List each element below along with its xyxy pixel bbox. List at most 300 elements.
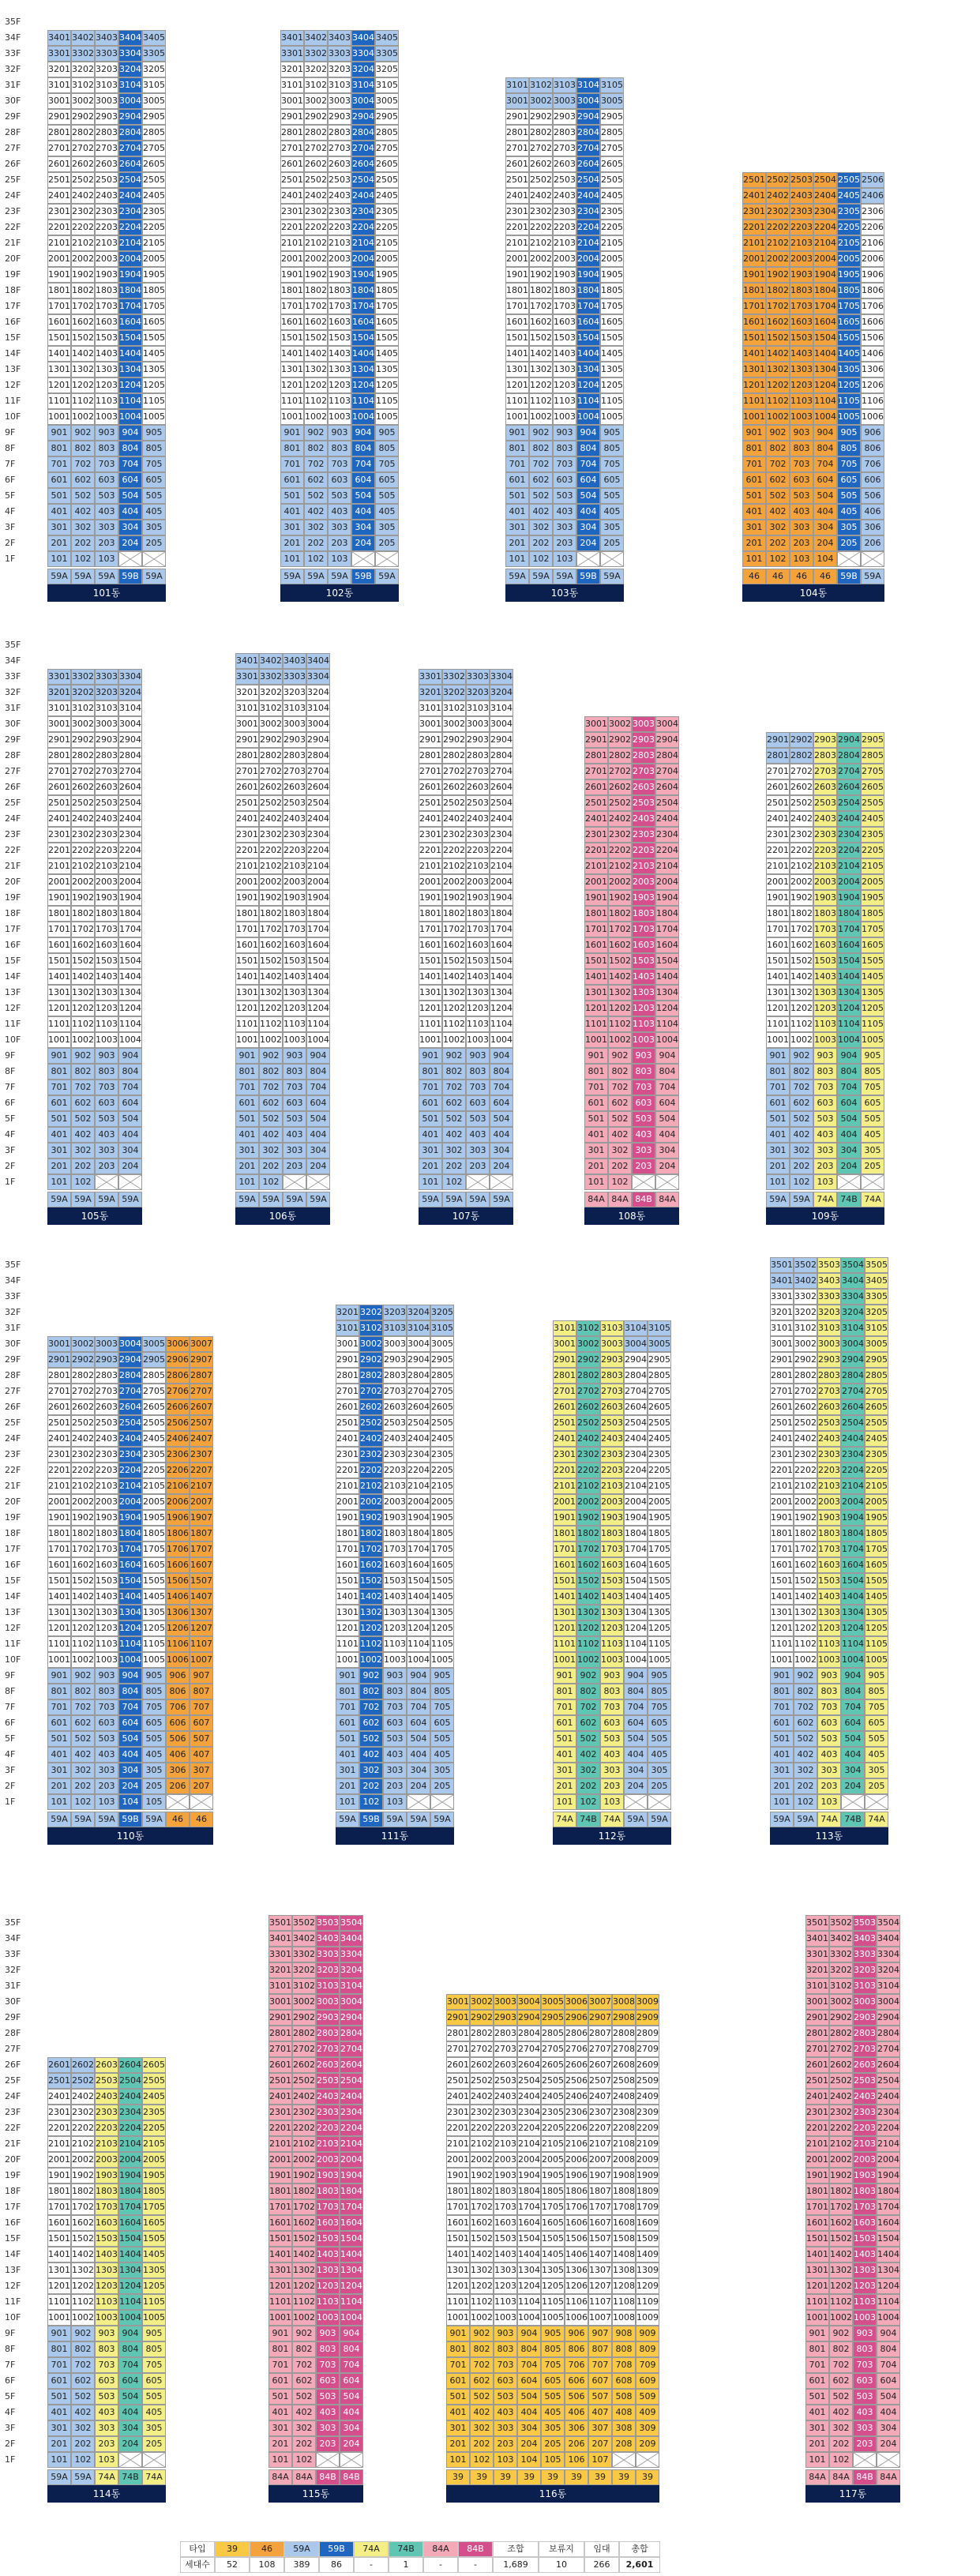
unit-cell: 3004 [407, 1336, 430, 1352]
unit-cell: 901 [742, 425, 766, 441]
unit-cell: 1001 [770, 1652, 794, 1668]
unit-cell: 504 [351, 488, 375, 504]
unit-cell: 1003 [328, 409, 351, 425]
unit-cell: 2804 [306, 748, 330, 764]
unit-cell: 502 [442, 1111, 466, 1127]
unit-cell: 1604 [407, 1557, 430, 1573]
unit-cell: 2202 [829, 2120, 853, 2136]
unit-cell: 1601 [235, 937, 259, 953]
unit-cell: 2008 [612, 2152, 636, 2168]
unit-cell: 2903 [95, 732, 118, 748]
unit-cell: 107 [588, 2452, 612, 2468]
unit-cell: 1601 [419, 937, 442, 953]
unit-cell: 2402 [71, 811, 95, 827]
unit-cell: 2605 [600, 156, 624, 172]
unit-cell: 2102 [766, 235, 790, 251]
unit-cell: 1604 [877, 2215, 900, 2231]
unit-cell: 2105 [648, 1478, 671, 1494]
unit-cell: 405 [600, 504, 624, 520]
unit-cell: 1401 [47, 969, 71, 985]
unit-cell: 401 [766, 1127, 790, 1143]
unit-cell: 1004 [306, 1032, 330, 1048]
unit-cell: 3502 [292, 1915, 316, 1931]
unit-cell: 2502 [766, 172, 790, 188]
unit-cell: 502 [790, 1111, 813, 1127]
unit-cell: 401 [47, 504, 71, 520]
unit-cell: 3006 [565, 1994, 588, 2010]
unit-cell: 303 [790, 520, 813, 535]
unit-cell: 504 [340, 2389, 363, 2405]
unit-cell: 1004 [118, 1652, 142, 1668]
unit-cell: 2003 [600, 1494, 624, 1510]
unit-cell: 1402 [304, 346, 328, 362]
unit-cell: 904 [118, 2326, 142, 2341]
unit-cell: 805 [142, 2341, 166, 2357]
unit-cell: 2802 [71, 125, 95, 141]
unit-cell: 2101 [419, 858, 442, 874]
unit-cell: 1402 [292, 2247, 316, 2262]
unit-cell: 2804 [517, 2026, 541, 2041]
unit-cell: 1102 [608, 1016, 632, 1032]
unit-cell: 1603 [600, 1557, 624, 1573]
unit-cell: 3102 [442, 700, 466, 716]
unit-cell: 1505 [600, 330, 624, 346]
unit-cell: 1301 [505, 362, 529, 377]
unit-cell: 1001 [47, 2310, 71, 2326]
unit-cell: 1504 [306, 953, 330, 969]
unit-cell: 1906 [861, 267, 884, 283]
unit-cell: 2304 [351, 204, 375, 220]
unit-cell: 2807 [190, 1368, 213, 1384]
unit-cell: 1605 [861, 937, 884, 953]
floor-label: 34F [5, 1275, 21, 1286]
unit-cell: 1303 [95, 362, 118, 377]
unit-cell: 304 [490, 1143, 513, 1158]
unit-cell: 1202 [304, 377, 328, 393]
unit-cell: 2301 [336, 1447, 359, 1463]
unit-type-label: 59A [95, 569, 118, 584]
unit-cell: 2107 [588, 2136, 612, 2152]
unit-cell: 205 [648, 1778, 671, 1794]
unit-cell [306, 1174, 330, 1190]
unit-cell: 1805 [430, 1526, 454, 1541]
unit-cell: 2405 [865, 1431, 888, 1447]
unit-cell: 2202 [794, 1463, 817, 1478]
unit-cell: 3401 [280, 30, 304, 46]
unit-cell: 1806 [166, 1526, 190, 1541]
unit-cell: 604 [841, 1715, 865, 1731]
unit-cell: 3401 [235, 653, 259, 669]
unit-cell: 1901 [47, 2168, 71, 2184]
unit-cell: 2704 [118, 764, 142, 779]
unit-cell: 501 [805, 2389, 829, 2405]
unit-cell: 2201 [47, 2120, 71, 2136]
unit-cell: 402 [529, 504, 553, 520]
unit-cell: 2503 [95, 2073, 118, 2089]
unit-cell: 1802 [529, 283, 553, 299]
unit-cell: 2704 [118, 141, 142, 156]
unit-cell: 1701 [47, 922, 71, 937]
unit-cell: 2205 [430, 1463, 454, 1478]
unit-cell: 1705 [865, 1541, 888, 1557]
unit-cell: 2803 [316, 2026, 340, 2041]
floor-label: 11F [5, 396, 21, 406]
unit-cell: 1202 [470, 2278, 494, 2294]
unit-cell: 901 [235, 1048, 259, 1064]
unit-cell: 1602 [442, 937, 466, 953]
unit-cell: 3104 [841, 1320, 865, 1336]
unit-cell: 701 [47, 1080, 71, 1095]
unit-cell: 2901 [553, 1352, 576, 1368]
unit-cell: 1103 [817, 1636, 841, 1652]
unit-cell: 1504 [517, 2231, 541, 2247]
floor-label: 15F [5, 1575, 21, 1586]
unit-cell: 1402 [790, 969, 813, 985]
unit-cell: 2602 [71, 779, 95, 795]
unit-cell: 702 [608, 1080, 632, 1095]
unit-cell: 701 [446, 2357, 470, 2373]
floor-label: 30F [5, 1339, 21, 1349]
unit-cell: 1201 [805, 2278, 829, 2294]
unit-cell: 2001 [742, 251, 766, 267]
unit-cell: 2703 [316, 2041, 340, 2057]
unit-cell: 2303 [553, 204, 576, 220]
unit-cell: 1902 [529, 267, 553, 283]
unit-cell: 2104 [837, 858, 861, 874]
unit-cell: 503 [600, 1731, 624, 1747]
unit-cell: 1804 [118, 2184, 142, 2199]
unit-cell: 1801 [770, 1526, 794, 1541]
unit-cell: 1401 [419, 969, 442, 985]
unit-cell: 1603 [316, 2215, 340, 2231]
unit-cell: 2103 [853, 2136, 877, 2152]
unit-cell: 3004 [118, 1336, 142, 1352]
unit-cell: 605 [142, 472, 166, 488]
unit-cell: 3105 [865, 1320, 888, 1336]
unit-cell: 2203 [817, 1463, 841, 1478]
unit-cell: 2902 [71, 109, 95, 125]
unit-type-label: 39 [470, 2469, 494, 2485]
unit-cell: 1601 [770, 1557, 794, 1573]
unit-cell: 1002 [576, 1652, 600, 1668]
unit-cell: 302 [71, 2420, 95, 2436]
unit-cell: 2502 [790, 795, 813, 811]
floor-label: 21F [5, 861, 21, 871]
unit-cell: 304 [576, 520, 600, 535]
building-name-label: 109동 [766, 1207, 884, 1225]
unit-cell: 902 [71, 1668, 95, 1684]
unit-cell: 3001 [336, 1336, 359, 1352]
unit-cell: 1902 [790, 890, 813, 906]
unit-cell: 1707 [588, 2199, 612, 2215]
unit-cell: 1202 [259, 1001, 283, 1016]
unit-cell: 605 [648, 1715, 671, 1731]
unit-cell: 1803 [553, 283, 576, 299]
unit-cell: 2201 [419, 843, 442, 858]
unit-cell: 1601 [47, 937, 71, 953]
unit-type-label: 39 [541, 2469, 565, 2485]
unit-cell: 205 [142, 1778, 166, 1794]
unit-cell: 1002 [71, 409, 95, 425]
unit-cell: 3201 [47, 62, 71, 77]
unit-cell: 1303 [283, 985, 306, 1001]
unit-cell: 1909 [636, 2168, 659, 2184]
unit-cell: 1401 [805, 2247, 829, 2262]
unit-cell: 607 [588, 2373, 612, 2389]
unit-cell: 3502 [829, 1915, 853, 1931]
unit-cell: 2306 [861, 204, 884, 220]
unit-cell: 1304 [118, 2262, 142, 2278]
unit-cell: 301 [584, 1143, 608, 1158]
unit-cell: 701 [805, 2357, 829, 2373]
unit-cell: 2403 [383, 1431, 407, 1447]
unit-cell: 1301 [419, 985, 442, 1001]
unit-cell: 3205 [142, 62, 166, 77]
unit-cell: 2102 [470, 2136, 494, 2152]
floor-label: 5F [5, 1113, 16, 1124]
unit-cell: 3204 [340, 1962, 363, 1978]
unit-cell: 1904 [407, 1510, 430, 1526]
unit-cell: 202 [576, 1778, 600, 1794]
unit-cell: 1701 [805, 2199, 829, 2215]
unit-cell: 1503 [600, 1573, 624, 1589]
unit-cell: 905 [375, 425, 399, 441]
unit-type-label: 74A [861, 1192, 884, 1207]
unit-cell: 803 [790, 441, 813, 456]
unit-cell: 502 [71, 1111, 95, 1127]
unit-cell: 1501 [584, 953, 608, 969]
unit-cell: 502 [292, 2389, 316, 2405]
unit-cell: 1103 [283, 1016, 306, 1032]
unit-cell: 2404 [306, 811, 330, 827]
unit-cell: 102 [794, 1794, 817, 1810]
unit-cell: 703 [632, 1080, 655, 1095]
unit-cell: 2501 [280, 172, 304, 188]
unit-type-label: 39 [565, 2469, 588, 2485]
unit-cell: 2601 [553, 1399, 576, 1415]
floor-label: 30F [5, 719, 21, 729]
unit-cell: 2601 [47, 779, 71, 795]
floor-label: 7F [5, 459, 16, 469]
unit-cell: 1103 [790, 393, 813, 409]
unit-cell: 1605 [142, 2215, 166, 2231]
unit-cell: 402 [304, 504, 328, 520]
unit-cell: 2703 [553, 141, 576, 156]
unit-cell: 2804 [877, 2026, 900, 2041]
unit-cell: 1502 [794, 1573, 817, 1589]
unit-cell: 905 [541, 2326, 565, 2341]
unit-cell: 101 [584, 1174, 608, 1190]
unit-cell: 205 [142, 535, 166, 551]
unit-cell: 303 [813, 1143, 837, 1158]
unit-cell: 1703 [790, 299, 813, 314]
unit-cell: 2804 [118, 1368, 142, 1384]
unit-cell: 2804 [624, 1368, 648, 1384]
unit-cell: 2305 [865, 1447, 888, 1463]
unit-cell: 1003 [95, 1652, 118, 1668]
unit-cell: 601 [770, 1715, 794, 1731]
unit-cell: 2207 [588, 2120, 612, 2136]
floor-label: 16F [5, 317, 21, 327]
unit-cell: 604 [407, 1715, 430, 1731]
unit-cell: 303 [95, 520, 118, 535]
unit-cell: 701 [336, 1699, 359, 1715]
unit-cell: 2204 [490, 843, 513, 858]
unit-cell: 704 [118, 2357, 142, 2373]
floor-label: 18F [5, 2186, 21, 2196]
unit-type-label: 59A [142, 569, 166, 584]
unit-cell: 1001 [805, 2310, 829, 2326]
unit-cell: 2401 [280, 188, 304, 204]
unit-cell: 1804 [655, 906, 679, 922]
unit-type-label: 59A [259, 1192, 283, 1207]
unit-cell: 1304 [490, 985, 513, 1001]
floor-label: 16F [5, 940, 21, 950]
unit-cell: 2303 [95, 2105, 118, 2120]
summary-value-cell: 1,689 [493, 2557, 539, 2573]
unit-cell: 2404 [576, 188, 600, 204]
unit-cell: 106 [565, 2452, 588, 2468]
unit-cell: 1302 [359, 1605, 383, 1620]
unit-cell: 2304 [118, 827, 142, 843]
unit-cell: 504 [655, 1111, 679, 1127]
unit-cell: 2704 [490, 764, 513, 779]
unit-cell: 2901 [419, 732, 442, 748]
unit-cell: 3102 [829, 1978, 853, 1994]
unit-cell: 1102 [794, 1636, 817, 1652]
unit-cell: 1601 [505, 314, 529, 330]
unit-cell: 1805 [861, 906, 884, 922]
unit-cell: 1404 [118, 1589, 142, 1605]
unit-type-label: 46 [742, 569, 766, 584]
unit-cell: 2101 [47, 858, 71, 874]
unit-cell: 2003 [95, 251, 118, 267]
unit-cell: 404 [517, 2405, 541, 2420]
unit-cell: 1803 [790, 283, 813, 299]
unit-cell: 803 [600, 1684, 624, 1699]
unit-cell: 1504 [877, 2231, 900, 2247]
unit-cell: 1805 [142, 1526, 166, 1541]
unit-cell: 203 [632, 1158, 655, 1174]
unit-cell: 102 [71, 1174, 95, 1190]
unit-cell: 702 [790, 1080, 813, 1095]
unit-cell: 102 [259, 1174, 283, 1190]
unit-cell: 2201 [584, 843, 608, 858]
unit-cell: 1304 [841, 1605, 865, 1620]
unit-cell: 203 [283, 1158, 306, 1174]
unit-cell: 606 [565, 2373, 588, 2389]
unit-cell: 402 [829, 2405, 853, 2420]
unit-cell: 2804 [118, 748, 142, 764]
unit-cell: 1504 [576, 330, 600, 346]
unit-cell: 3007 [588, 1994, 612, 2010]
unit-cell: 202 [259, 1158, 283, 1174]
unit-cell: 805 [541, 2341, 565, 2357]
unit-cell: 3103 [328, 77, 351, 93]
unit-cell: 603 [316, 2373, 340, 2389]
unit-cell: 804 [877, 2341, 900, 2357]
unit-cell: 1001 [505, 409, 529, 425]
floor-label: 32F [5, 1307, 21, 1317]
unit-cell: 602 [829, 2373, 853, 2389]
unit-cell: 2505 [600, 172, 624, 188]
floor-label: 30F [5, 1996, 21, 2007]
unit-cell: 1401 [47, 1589, 71, 1605]
unit-cell: 2903 [466, 732, 490, 748]
unit-cell: 2404 [841, 1431, 865, 1447]
unit-cell: 705 [541, 2357, 565, 2373]
unit-cell: 2401 [47, 188, 71, 204]
unit-cell: 1403 [95, 1589, 118, 1605]
unit-cell: 2602 [304, 156, 328, 172]
unit-cell: 2403 [813, 811, 837, 827]
unit-cell: 202 [790, 1158, 813, 1174]
unit-cell: 2004 [517, 2152, 541, 2168]
unit-cell: 1704 [306, 922, 330, 937]
unit-cell: 1609 [636, 2215, 659, 2231]
unit-cell: 3202 [259, 685, 283, 700]
unit-cell: 2303 [853, 2105, 877, 2120]
unit-cell: 3003 [600, 1336, 624, 1352]
unit-cell: 1703 [95, 2199, 118, 2215]
unit-cell: 1404 [118, 2247, 142, 2262]
unit-cell: 205 [541, 2436, 565, 2452]
unit-cell: 702 [529, 456, 553, 472]
unit-cell: 1705 [142, 1541, 166, 1557]
unit-cell: 1402 [442, 969, 466, 985]
unit-cell: 802 [359, 1684, 383, 1699]
unit-cell: 603 [790, 472, 813, 488]
unit-cell: 1603 [95, 937, 118, 953]
unit-cell: 1606 [166, 1557, 190, 1573]
unit-cell: 1704 [118, 299, 142, 314]
unit-cell: 2604 [118, 156, 142, 172]
unit-cell: 2203 [383, 1463, 407, 1478]
unit-cell: 903 [383, 1668, 407, 1684]
unit-cell: 1204 [118, 1001, 142, 1016]
unit-cell: 1204 [340, 2278, 363, 2294]
unit-cell: 2605 [861, 779, 884, 795]
unit-cell: 2503 [853, 2073, 877, 2089]
unit-cell: 1605 [430, 1557, 454, 1573]
unit-type-label: 39 [636, 2469, 659, 2485]
unit-type-label: 84A [268, 2469, 292, 2485]
unit-type-label: 59A [142, 1812, 166, 1827]
unit-cell: 803 [853, 2341, 877, 2357]
unit-cell: 2801 [505, 125, 529, 141]
unit-cell: 2801 [280, 125, 304, 141]
unit-cell: 2603 [383, 1399, 407, 1415]
unit-cell: 1304 [837, 985, 861, 1001]
unit-cell: 1205 [865, 1620, 888, 1636]
unit-cell: 3004 [655, 716, 679, 732]
unit-cell: 1501 [268, 2231, 292, 2247]
unit-cell: 2305 [142, 204, 166, 220]
floor-label: 3F [5, 522, 16, 532]
unit-cell: 3002 [442, 716, 466, 732]
unit-cell: 2103 [553, 235, 576, 251]
unit-cell: 1904 [490, 890, 513, 906]
unit-cell: 2104 [655, 858, 679, 874]
unit-cell: 302 [529, 520, 553, 535]
summary-header-cell: 총합 [619, 2541, 660, 2557]
unit-cell: 1305 [375, 362, 399, 377]
unit-cell: 901 [805, 2326, 829, 2341]
unit-cell: 1305 [430, 1605, 454, 1620]
unit-cell: 2604 [837, 779, 861, 795]
unit-cell [877, 2452, 900, 2468]
unit-cell: 704 [351, 456, 375, 472]
